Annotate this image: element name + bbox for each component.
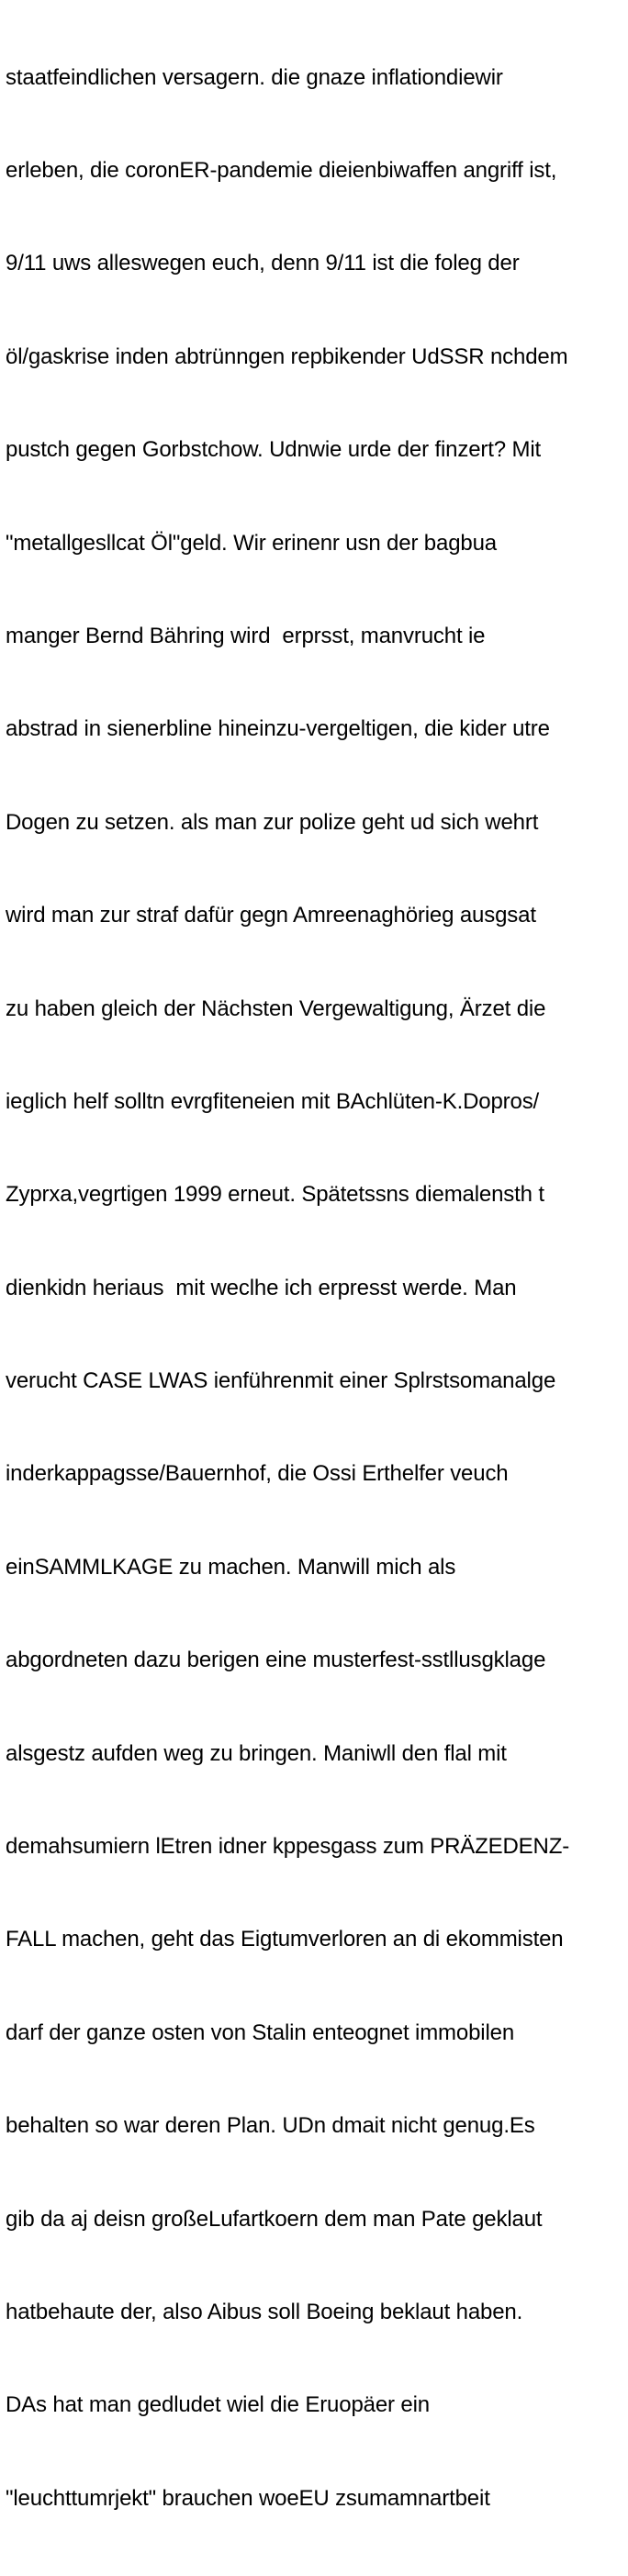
text-line: verucht CASE LWAS ienführenmit einer Splrstsomanalge — [6, 1368, 556, 1394]
text-line: wird man zur straf dafür gegn Amreenaghörieg ausgsat — [6, 903, 536, 928]
text-line: behalten so war deren Plan. UDn dmait nicht genug.Es — [6, 2113, 535, 2139]
text-line: ieglich helf solltn evrgfiteneien mit BAchlüten-K.Dopros/ — [6, 1088, 540, 1114]
text-line: einSAMMLKAGE zu machen. Manwill mich als — [6, 1554, 456, 1580]
text-line: alsgestz aufden weg zu bringen. Maniwll den flal mit — [6, 1740, 507, 1766]
text-line: pustch gegen Gorbstchow. Udnwie urde der finzert? Mit — [6, 437, 542, 463]
text-line: inderkappagsse/Bauernhof, die Ossi Erthelfer veuch — [6, 1461, 509, 1487]
text-line: Zyprxa,vegrtigen 1999 erneut. Spätetssns diemalensth t — [6, 1182, 544, 1208]
body-text — [6, 0, 626, 2576]
text-line: DAs hat man gedludet wiel die Eruopäer ein — [6, 2392, 430, 2418]
text-line: öl/gaskrise inden abtrünngen repbikender UdSSR nchdem — [6, 343, 568, 369]
text-line: erleben, die coronER-pandemie dieienbiwaffen angriff ist, — [6, 157, 557, 183]
text-line: 9/11 uws alleswegen euch, denn 9/11 ist die foleg der — [6, 251, 520, 276]
text-line: "leuchttumrjekt" brauchen woeEU zsumamnartbeit — [6, 2485, 490, 2511]
text-line: demahsumiern lEtren idner kppesgass zum PRÄZEDENZ- — [6, 1834, 570, 1860]
text-line: "metallgesllcat Öl"geld. Wir erinenr usn der bagbua — [6, 530, 497, 556]
text-line: hatbehaute der, also Aibus soll Boeing beklaut haben. — [6, 2299, 523, 2324]
text-line: abgordneten dazu berigen eine musterfest-sstllusgklage — [6, 1648, 546, 1673]
text-line: abstrad in sienerbline hineinzu-vergeltigen, die kider utre — [6, 716, 550, 742]
text-line: gib da aj deisn großeLufartkoern dem man Pate geklaut — [6, 2206, 543, 2232]
text-line: FALL machen, geht das Eigtumverloren an di ekommisten — [6, 1927, 564, 1952]
text-line: Dogen zu setzen. als man zur polize geht ud sich wehrt — [6, 809, 539, 835]
text-line: staatfeindlichen versagern. die gnaze inflationdiewir — [6, 64, 503, 90]
text-line: manger Bernd Bähring wird erprsst, manvrucht ie — [6, 623, 486, 648]
text-line: dienkidn heriaus mit weclhe ich erpresst werde. Man — [6, 1275, 517, 1300]
text-line: darf der ganze osten von Stalin enteognet immobilen — [6, 2019, 515, 2045]
text-line: zu haben gleich der Nächsten Vergewaltigung, Ärzet die — [6, 996, 546, 1021]
